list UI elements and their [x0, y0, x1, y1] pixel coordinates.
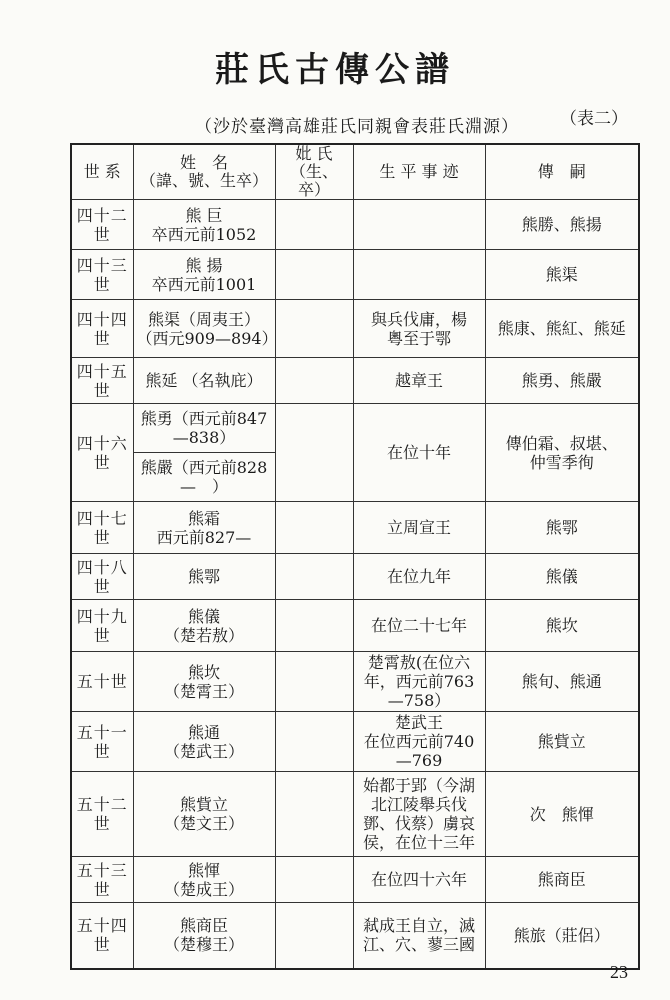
deeds-line2: 粵至于鄂	[386, 328, 451, 348]
name-cell	[133, 600, 275, 652]
name-line2: （楚成王）	[163, 879, 244, 899]
generation-cell	[71, 200, 133, 250]
page-number: 23	[610, 962, 628, 982]
consort-cell	[275, 358, 353, 404]
heirs-line2: 仲雪季徇	[529, 452, 594, 472]
generation-cell	[71, 652, 133, 712]
name-cell	[133, 250, 275, 300]
name-line1: 熊儀	[187, 606, 220, 626]
deeds-line2: 年，西元前763	[363, 672, 475, 691]
table-row	[71, 772, 639, 857]
generation-cell	[71, 250, 133, 300]
table-row	[71, 200, 639, 250]
table-body	[71, 200, 639, 969]
name-line1: 熊惲	[187, 860, 220, 880]
generation-label: 四十六	[76, 433, 128, 453]
generation-label: 四十九	[76, 606, 128, 626]
page-subtitle: （沙於臺灣高雄莊氏同親會表莊氏淵源）	[195, 117, 519, 137]
deeds-line1: 在位四十六年	[370, 870, 467, 889]
consort-cell	[275, 300, 353, 358]
consort-cell	[275, 250, 353, 300]
table-row	[71, 300, 639, 358]
generation-label: 五十一	[76, 722, 128, 742]
name-cell	[133, 200, 275, 250]
table-row	[71, 652, 639, 712]
name-line1: 熊霜	[187, 508, 220, 528]
name-line2: （楚穆王）	[163, 935, 244, 955]
consort-cell	[275, 600, 353, 652]
generation-suffix: 世	[93, 452, 111, 472]
generation-label: 四十三	[76, 255, 128, 275]
heirs-cell: 熊康、熊紅、熊延	[485, 300, 639, 358]
deeds-line1: 在位十年	[386, 443, 451, 462]
generation-suffix: 世	[93, 576, 111, 596]
generation-cell	[71, 502, 133, 554]
generation-label: 五十四	[76, 916, 128, 936]
generation-label: 五十二	[76, 795, 128, 814]
header-name-line2: （諱、號、生卒）	[139, 171, 268, 190]
table-row	[71, 554, 639, 600]
name-line2: （楚若敖）	[163, 625, 244, 645]
name-cell	[133, 300, 278, 358]
deeds-cell	[353, 300, 485, 358]
name-line1: 熊 揚	[185, 255, 223, 275]
heirs-cell: 熊勝、熊揚	[485, 200, 639, 250]
name-cell	[133, 772, 275, 857]
generation-suffix: 世	[93, 814, 111, 833]
heirs-cell: 熊渠	[485, 250, 639, 300]
heirs-cell: 熊商臣	[485, 857, 639, 903]
name-cell	[133, 453, 275, 502]
header-name	[133, 144, 275, 200]
name-cell	[133, 502, 275, 554]
consort-cell	[275, 903, 353, 969]
generation-label: 四十七	[76, 508, 128, 528]
name-line1: 熊貲立	[179, 795, 228, 814]
name-line1: 熊商臣	[179, 916, 228, 936]
consort-cell	[275, 404, 353, 502]
generation-suffix: 世	[93, 935, 111, 955]
name-line1: 熊 巨	[185, 205, 223, 225]
generation-suffix: 世	[93, 741, 111, 761]
genealogy-table	[70, 143, 640, 970]
generation-cell	[71, 600, 133, 652]
name-line1: 熊勇（西元前847	[140, 409, 268, 428]
table-row	[71, 903, 639, 969]
deeds-line1: 越章王	[394, 371, 443, 390]
generation-label: 四十五	[76, 361, 128, 381]
deeds-cell	[353, 600, 485, 652]
heirs-cell: 熊坎	[485, 600, 639, 652]
generation-label: 四十二	[76, 205, 128, 225]
table-row	[71, 250, 639, 300]
name-line2: 卒西元前1001	[151, 274, 257, 294]
generation-cell	[71, 712, 133, 772]
deeds-line1: 始都于郢（今湖	[362, 776, 475, 795]
consort-cell	[275, 712, 353, 772]
consort-cell	[275, 772, 353, 857]
deeds-line3: —758）	[387, 691, 451, 710]
deeds-line1: 弒成王自立，滅	[362, 916, 475, 936]
deeds-line1: 立周宣王	[386, 518, 451, 537]
consort-cell	[275, 200, 353, 250]
generation-cell	[71, 903, 133, 969]
generation-label: 四十四	[76, 309, 128, 329]
header-heirs: 傳 嗣	[485, 144, 639, 200]
table-row	[71, 600, 639, 652]
generation-cell	[71, 300, 133, 358]
heirs-cell: 次 熊惲	[485, 772, 639, 857]
name-cell	[133, 404, 275, 453]
table-number: （表二）	[560, 109, 628, 129]
heirs-cell: 熊儀	[485, 554, 639, 600]
table-row	[71, 712, 639, 772]
deeds-cell	[353, 554, 485, 600]
name-cell	[133, 857, 275, 903]
name-line1: 熊通	[187, 722, 220, 742]
deeds-line4: 侯，在位十三年	[362, 833, 475, 852]
table-row	[71, 502, 639, 554]
generation-suffix: 世	[93, 879, 111, 899]
name-line1: 熊渠（周夷王）	[147, 309, 260, 329]
consort-cell	[275, 502, 353, 554]
deeds-cell	[353, 903, 485, 969]
generation-suffix: 世	[93, 274, 111, 294]
deeds-line1: 楚霄敖(在位六	[367, 653, 471, 672]
table-row	[71, 404, 639, 453]
name-line1: 熊坎	[187, 662, 220, 682]
generation-suffix: 世	[93, 380, 111, 400]
name-line2: （楚文王）	[163, 814, 244, 833]
heirs-cell: 熊旬、熊通	[485, 652, 639, 712]
consort-cell	[275, 857, 353, 903]
header-name-line1: 姓 名	[179, 153, 228, 172]
consort-cell	[275, 554, 353, 600]
name-cell	[133, 652, 275, 712]
deeds-cell	[353, 502, 485, 554]
deeds-cell	[353, 358, 485, 404]
header-consort	[275, 144, 353, 200]
generation-suffix: 世	[93, 224, 111, 244]
deeds-line1: 在位九年	[386, 567, 451, 586]
heirs-cell: 熊貲立	[485, 712, 639, 772]
generation-label: 四十八	[76, 557, 128, 577]
generation-cell	[71, 404, 133, 502]
deeds-cell	[353, 857, 485, 903]
name-cell	[133, 903, 275, 969]
heirs-cell: 熊旅（莊侶）	[485, 903, 639, 969]
generation-label: 五十世	[76, 672, 128, 691]
generation-cell	[71, 358, 133, 404]
name-line2: 西元前827—	[156, 527, 252, 547]
heirs-cell	[485, 404, 639, 502]
generation-label: 五十三	[76, 860, 128, 880]
name-line1: 熊嚴（西元前828	[140, 458, 268, 477]
deeds-cell	[353, 250, 485, 300]
deeds-line3: —769	[395, 751, 443, 770]
deeds-line2: 北江陵舉兵伐	[370, 795, 467, 814]
generation-cell	[71, 554, 133, 600]
deeds-cell	[353, 772, 485, 857]
generation-suffix: 世	[93, 328, 111, 348]
deeds-line1: 與兵伐庸，楊	[370, 309, 467, 329]
table-row	[71, 857, 639, 903]
generation-cell	[71, 772, 133, 857]
name-line2: 卒西元前1052	[151, 224, 257, 244]
name-cell	[133, 554, 275, 600]
name-line2: —838）	[172, 428, 236, 447]
name-line1: 熊鄂	[187, 567, 220, 586]
deeds-cell	[353, 652, 485, 712]
header-consort-line2: （生、卒）	[289, 162, 338, 199]
heirs-cell: 熊鄂	[485, 502, 639, 554]
generation-cell	[71, 857, 133, 903]
header-consort-line1: 妣 氏	[295, 144, 333, 163]
deeds-line2: 在位西元前740	[363, 732, 475, 751]
table-row	[71, 358, 639, 404]
generation-suffix: 世	[93, 625, 111, 645]
name-cell	[133, 358, 275, 404]
name-line2: （楚武王）	[163, 741, 244, 761]
deeds-cell	[353, 200, 485, 250]
heirs-cell: 熊勇、熊嚴	[485, 358, 639, 404]
name-line2: （楚霄王）	[163, 681, 244, 701]
table-header-row	[71, 144, 639, 200]
deeds-cell	[353, 404, 485, 502]
consort-cell	[275, 652, 353, 712]
name-line1: 熊延 （名執庇）	[145, 371, 263, 390]
header-generation: 世 系	[71, 144, 133, 200]
deeds-line3: 鄧、伐蔡）虜哀	[362, 814, 475, 833]
deeds-line1: 楚武王	[394, 713, 443, 732]
heirs-line1: 傳伯霜、叔堪、	[505, 433, 618, 453]
deeds-line1: 在位二十七年	[370, 616, 467, 635]
generation-suffix: 世	[93, 527, 111, 547]
page-title: 莊氏古傳公譜	[215, 50, 455, 90]
name-line2: — ）	[179, 477, 228, 496]
deeds-cell	[353, 712, 485, 772]
header-deeds: 生 平 事 迹	[353, 144, 485, 200]
deeds-line2: 江、穴、蓼三國	[362, 935, 475, 955]
name-cell	[133, 712, 275, 772]
name-line2: （西元909—894）	[136, 328, 278, 348]
